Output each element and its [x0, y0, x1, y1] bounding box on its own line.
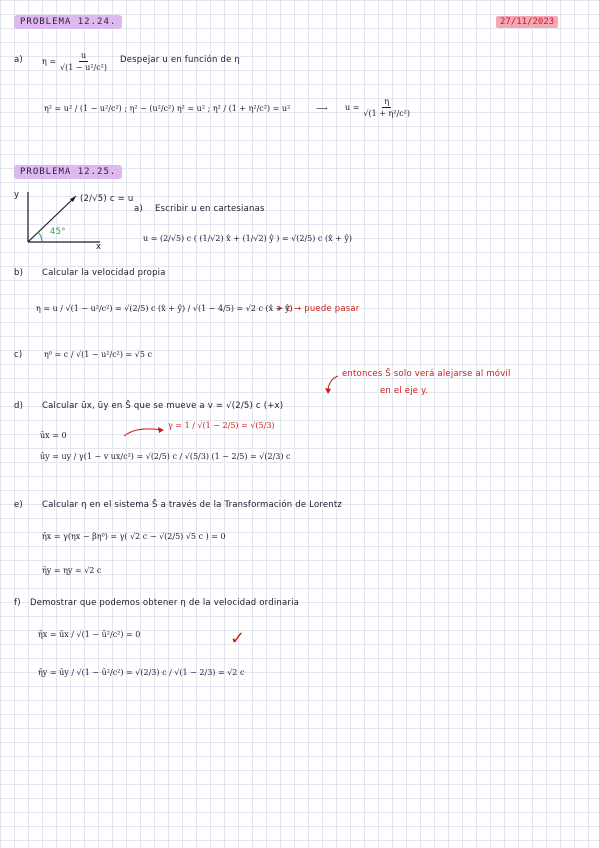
u-cartesian: u = (2/√5) c ( (1/√2) x̂ + (1/√2) ŷ ) = √(2/5) c (x̂ + ŷ) [143, 234, 353, 243]
side-note-line-1: entonces S̄ solo verá alejarse al móvil [342, 369, 511, 379]
part-a-instruction: Despejar u en función de η [120, 55, 241, 65]
part-a-label: a) [14, 55, 23, 65]
u-result [345, 96, 414, 119]
eta-x-bar-lorentz: η̄x = γ(ηx − βη⁰) = γ( √2 c − √(2/5) √5 c ) = 0 [42, 532, 226, 541]
angle-arc [38, 232, 42, 242]
eta-definition-lhs: η = [42, 57, 57, 66]
diagram-y-label: y [14, 190, 20, 200]
u-result-numerator: η [384, 97, 390, 106]
eta-zero-eq: η⁰ = c / √(1 − u²/c²) = √5 c [44, 350, 153, 359]
diagram-angle-label: 45° [50, 227, 66, 237]
part-e-text: Calcular η en el sistema S̄ a través de la Transformación de Lorentz [42, 500, 343, 510]
problem-2-title: PROBLEMA 12.25. [14, 165, 122, 179]
result-arrow: ⟶ [316, 104, 328, 113]
ux-bar-eq: ūx = 0 [40, 431, 67, 440]
side-note-arrow [322, 372, 342, 396]
part-b-text: Calcular la velocidad propia [42, 268, 166, 278]
eta-definition-numerator: u [80, 51, 87, 60]
u-result-denominator: √(1 + η²/c²) [363, 109, 411, 118]
side-note-line-2: en el eje y. [380, 386, 429, 396]
date-label: 27/11/2023 [496, 16, 558, 28]
part-d-text: Calcular ūx, ūy en S̄ que se mueve a v = √(2/5) c (+x) [42, 401, 284, 411]
eta-y-bar-ordinary: η̄y = ūy / √(1 − ū²/c²) = √(2/3) c / √(1 − 2/3) = √2 c [38, 668, 245, 677]
proper-velocity-note: > c → puede pasar [276, 304, 360, 314]
part-d-label: d) [14, 401, 24, 411]
part-a-label-2: a) [134, 204, 143, 214]
check-mark-icon: ✓ [230, 628, 246, 649]
part-f-text: Demostrar que podemos obtener η de la velocidad ordinaria [30, 598, 300, 608]
u-result-fraction [361, 96, 412, 119]
gamma-eq: γ = 1 / √(1 − 2/5) = √(5/3) [168, 421, 275, 430]
solve-steps: η² = u² / (1 − u²/c²) ; η² − (u²/c²) η² = u² ; η² / (1 + η²/c²) = u² [44, 104, 291, 113]
eta-definition-fraction [58, 50, 109, 73]
part-f-label: f) [14, 598, 21, 608]
diagram-speed-label: (2/√5) c = u [80, 194, 134, 204]
eta-definition [42, 50, 111, 73]
part-e-label: e) [14, 500, 23, 510]
proper-velocity-eq: η = u / √(1 − u²/c²) = √(2/5) c (x̂ + ŷ) / √(1 − 4/5) = √2 c (x̂ + ŷ) [36, 304, 293, 313]
gamma-arrow [122, 424, 166, 438]
eta-x-bar-ordinary: η̄x = ūx / √(1 − ū²/c²) = 0 [38, 630, 141, 639]
diagram-x-label: x [96, 242, 102, 252]
u-result-lhs: u = [345, 103, 360, 112]
part-a-text-2: Escribir u en cartesianas [155, 204, 265, 214]
uy-bar-eq: ūy = uy / γ(1 − v ux/c²) = √(2/5) c / √(5/3) (1 − 2/5) = √(2/3) c [40, 452, 291, 461]
part-c-label: c) [14, 350, 23, 360]
part-b-label: b) [14, 268, 24, 278]
eta-y-bar-lorentz: η̄y = ηy = √2 c [42, 566, 102, 575]
problem-1-title: PROBLEMA 12.24. [14, 15, 122, 29]
eta-definition-denominator: √(1 − u²/c²) [60, 63, 108, 72]
